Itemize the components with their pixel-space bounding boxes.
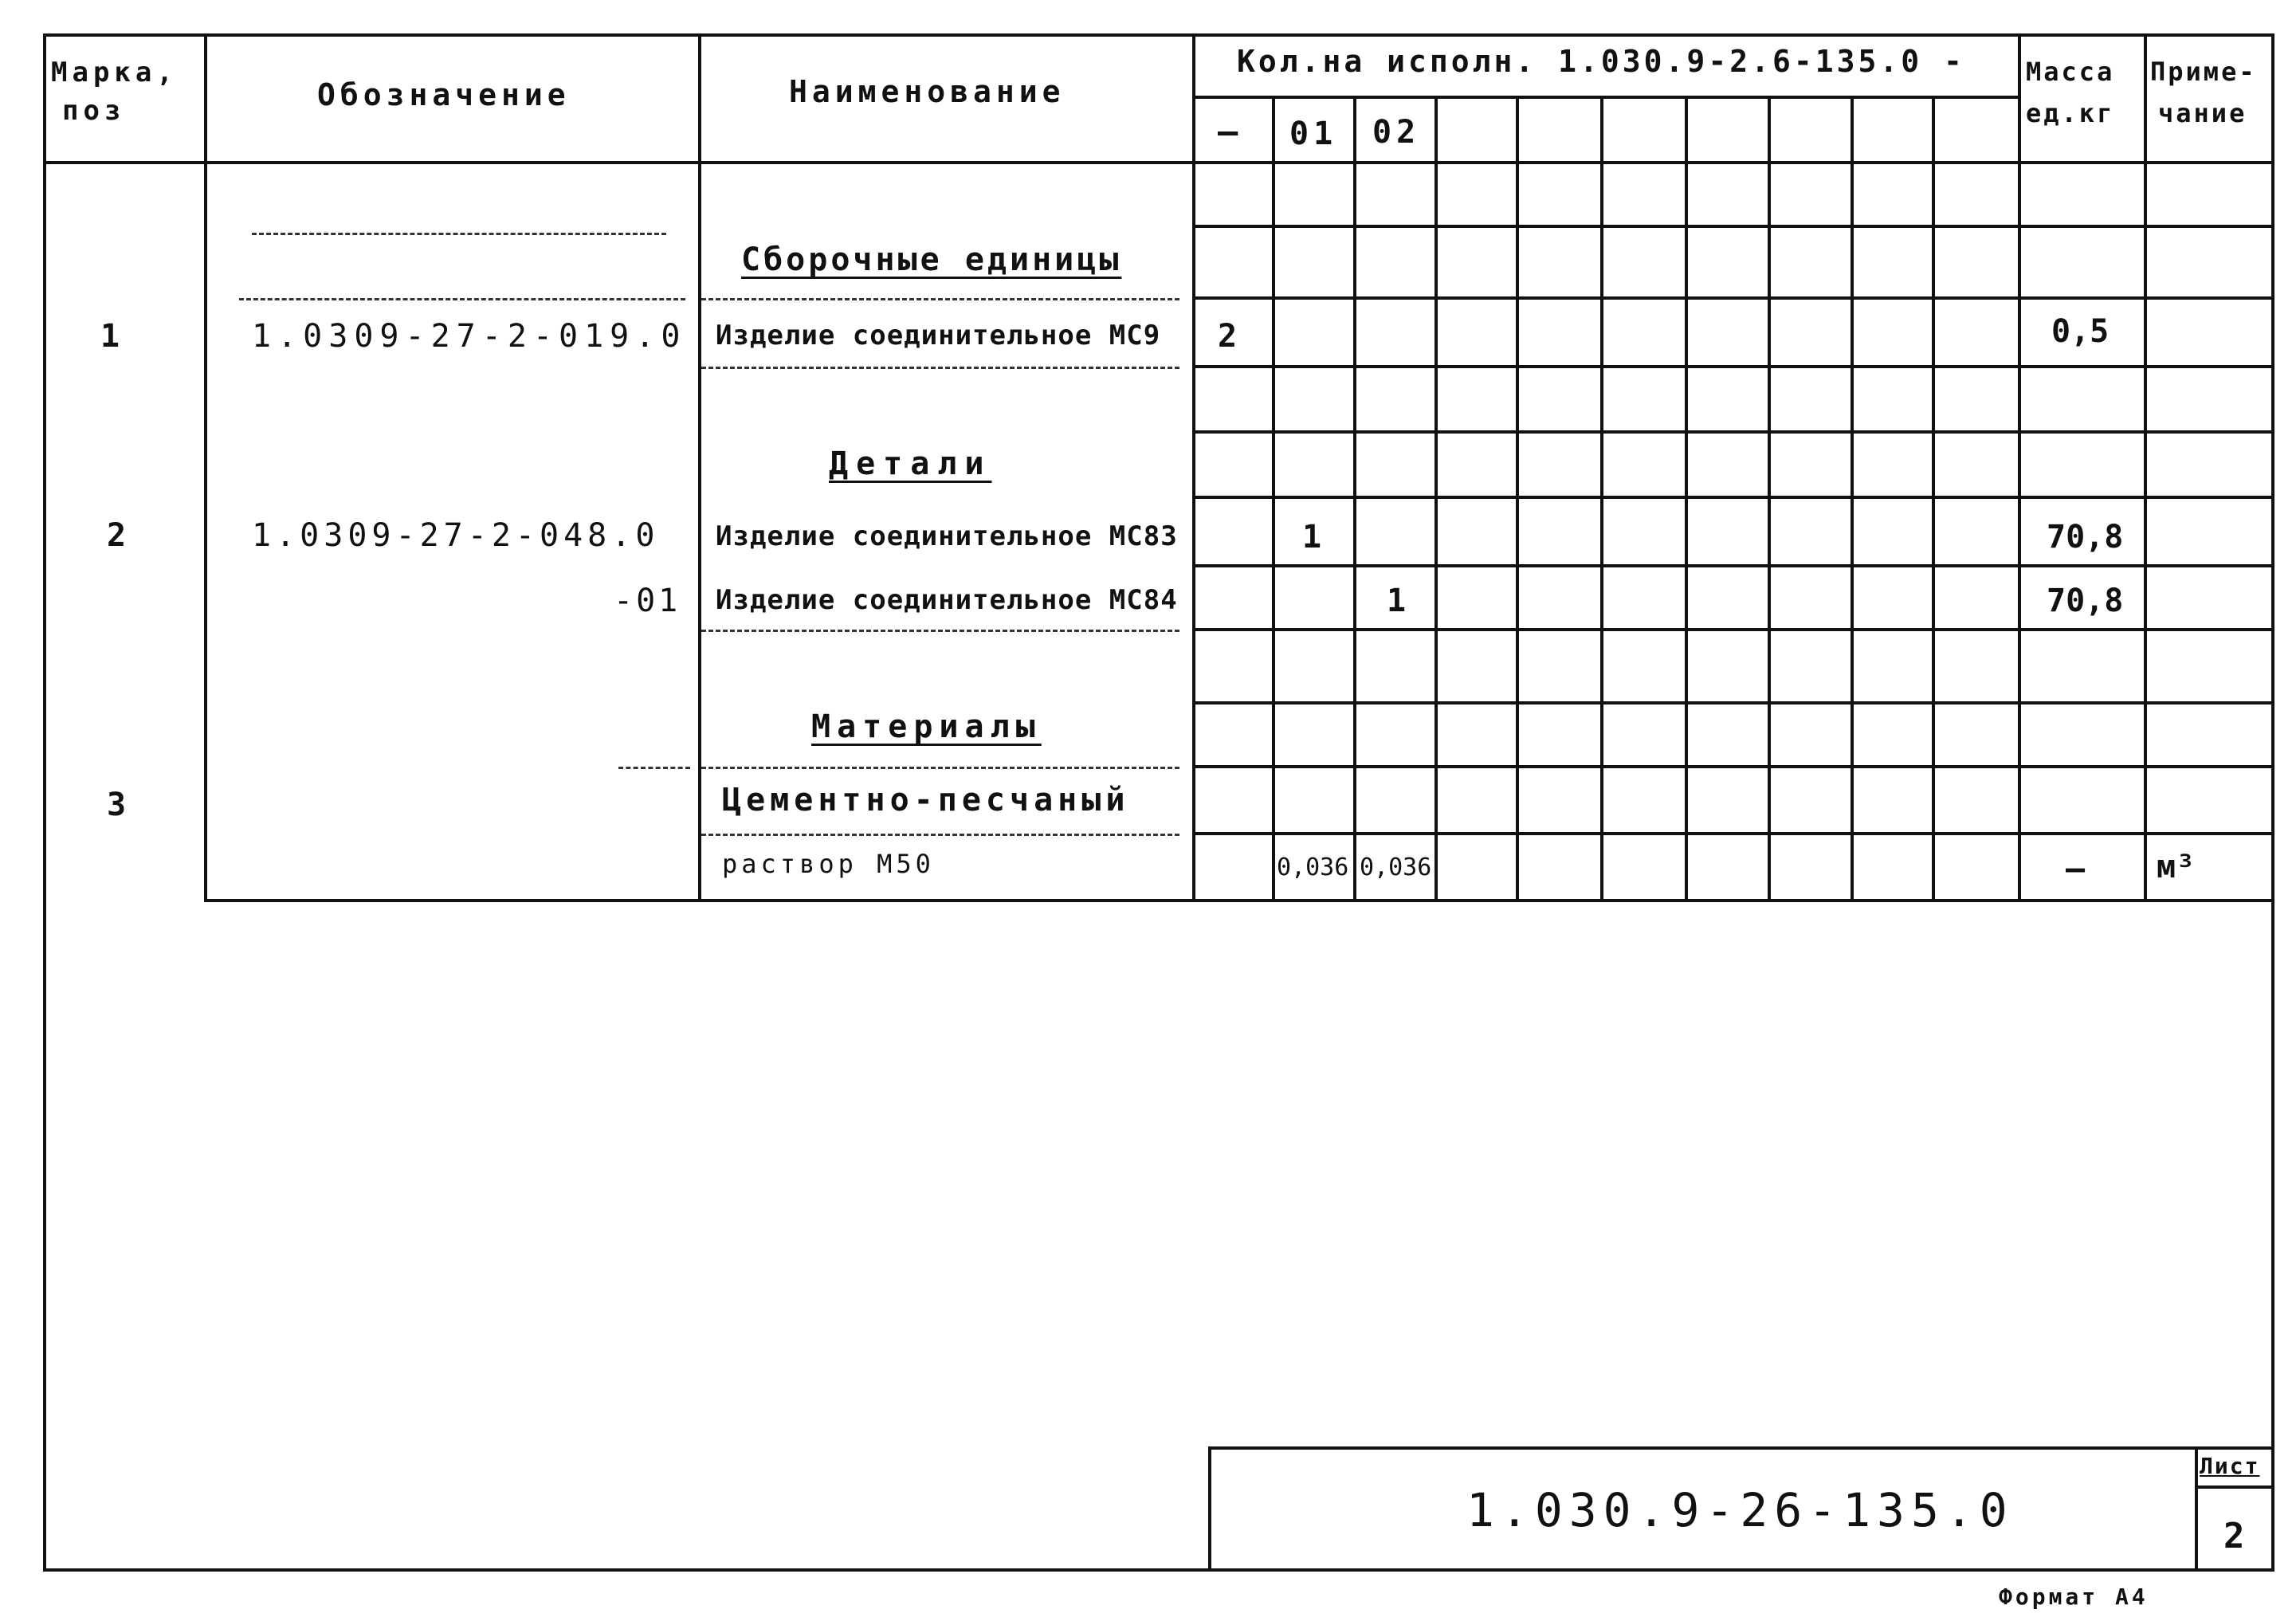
vline-q8 (1851, 96, 1854, 902)
row3-qty: 1 (1387, 583, 1407, 619)
document-code: 1.030.9-26-135.0 (1466, 1483, 2014, 1537)
table-header-bottom-line (43, 161, 2274, 164)
row-line (1192, 296, 2274, 300)
row2-designation: 1.0309-27-2-048.0 (252, 517, 660, 554)
sheet-label: Лист (2200, 1453, 2260, 1479)
section-materials: Материалы (811, 708, 1042, 745)
vline-q3 (1435, 96, 1438, 902)
row3-name: Изделие соединительное МС84 (716, 584, 1178, 616)
row4-name: Цементно-песчаный (722, 782, 1130, 818)
vline-q7 (1768, 96, 1771, 902)
row-line (1192, 564, 2274, 567)
title-block-sheet-label-line (2195, 1486, 2274, 1489)
vline-q6 (1685, 96, 1688, 902)
row-line (1192, 628, 2274, 631)
vline-mass (2018, 33, 2021, 902)
row3-mass: 70,8 (2047, 583, 2124, 619)
guide-line (701, 298, 1179, 300)
sheet-frame (43, 33, 2274, 1572)
vline-name (1192, 33, 1195, 902)
row1-designation: 1.0309-27-2-019.0 (252, 318, 687, 355)
table-bottom-line (206, 899, 2274, 902)
qty-sub-02: 02 (1372, 114, 1421, 151)
qty-sub-dash: – (1218, 112, 1243, 151)
row-line (1192, 832, 2274, 835)
header-mark: Марка, поз (51, 57, 178, 127)
guide-line (701, 367, 1179, 369)
row-line (1192, 765, 2274, 768)
row2-mass: 70,8 (2047, 519, 2124, 555)
header-designation: Обозначение (317, 77, 571, 112)
row5-note: м³ (2157, 849, 2196, 885)
row2-name: Изделие соединительное МС83 (716, 520, 1178, 552)
vline-q2 (1353, 96, 1356, 902)
qty-sub-01: 01 (1289, 116, 1338, 152)
header-note: Приме- чание (2150, 57, 2257, 128)
row1-mass: 0,5 (2051, 313, 2110, 350)
row-line (1192, 430, 2274, 434)
vline-q4 (1516, 96, 1519, 902)
row-line (1192, 365, 2274, 368)
guide-line (618, 767, 690, 769)
row5-qty-01: 0,036 (1277, 854, 1349, 881)
sheet-number: 2 (2223, 1516, 2245, 1556)
row2-qty: 1 (1302, 519, 1322, 555)
vline-mark (204, 33, 207, 902)
row5-qty-02: 0,036 (1360, 854, 1432, 881)
row-line (1192, 496, 2274, 499)
vline-q1 (1272, 96, 1275, 902)
row1-mark: 1 (100, 318, 120, 355)
header-name: Наименование (789, 74, 1066, 109)
row3-designation: -01 (614, 583, 681, 619)
guide-line (252, 233, 666, 235)
row5-mass: – (2066, 850, 2086, 887)
guide-line (701, 834, 1179, 836)
row1-name: Изделие соединительное МС9 (716, 320, 1161, 351)
format-label: Формат А4 (1999, 1584, 2149, 1610)
section-assembly-units: Сборочные единицы (741, 241, 1122, 278)
row1-qty: 2 (1218, 318, 1238, 355)
vline-note (2144, 33, 2147, 902)
guide-line (701, 767, 1179, 769)
guide-line (239, 298, 685, 300)
row-line (1192, 225, 2274, 228)
row2-mark: 2 (107, 517, 127, 554)
vline-q5 (1600, 96, 1603, 902)
qty-subheader-line (1192, 96, 2021, 99)
section-parts: Детали (829, 445, 992, 482)
header-mass: Масса ед.кг (2026, 57, 2115, 128)
guide-line (701, 630, 1179, 632)
row5-name: раствор М50 (722, 849, 935, 879)
header-qty-per-version: Кол.на исполн. 1.030.9-2.6-135.0 - (1237, 44, 1965, 79)
row4-mark: 3 (107, 787, 127, 823)
title-block-sheet-divider (2195, 1446, 2198, 1572)
vline-designation (698, 33, 701, 902)
vline-q9 (1932, 96, 1935, 902)
row-line (1192, 701, 2274, 704)
